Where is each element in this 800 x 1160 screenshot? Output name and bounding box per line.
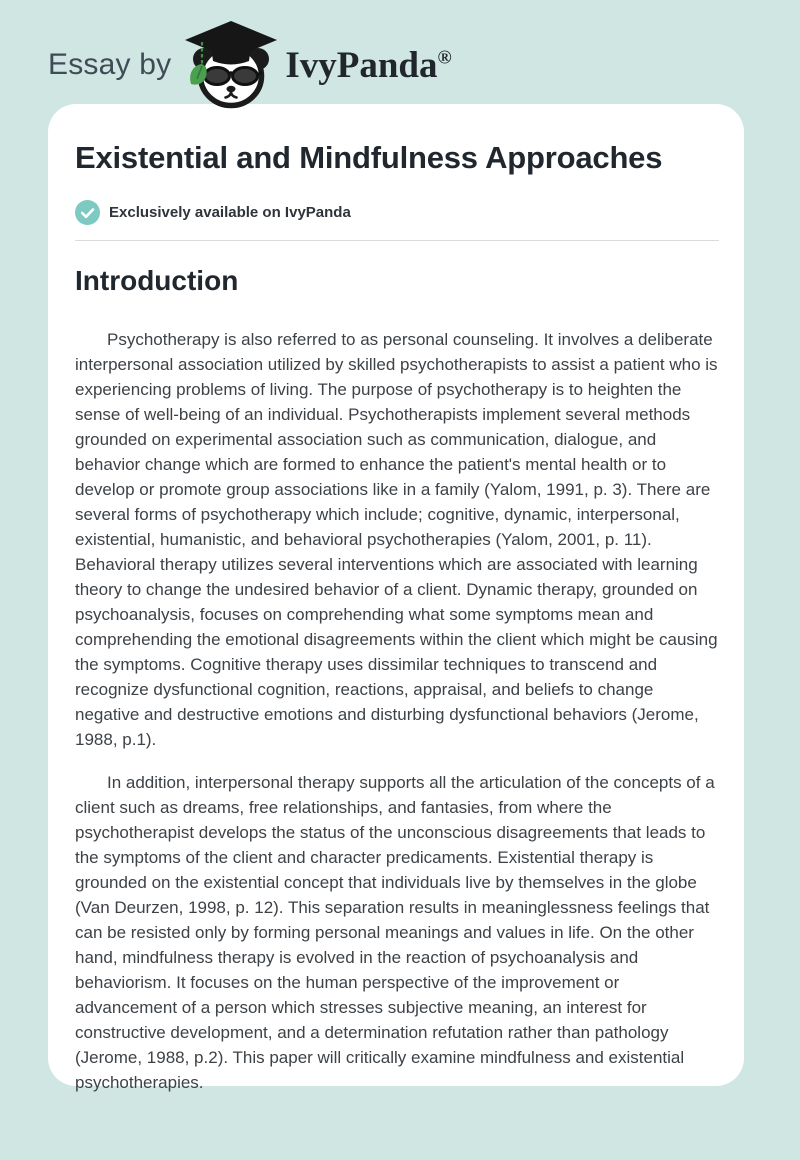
site-header (0, 0, 800, 104)
essay-card (48, 104, 744, 1092)
registered-trademark: ® (437, 47, 452, 69)
essay-by-label: Essay by (48, 48, 172, 81)
brand-name: IvyPanda (285, 44, 438, 86)
divider (75, 240, 719, 241)
check-icon (75, 200, 100, 225)
page-title: Existential and Mindfulness Approaches (75, 140, 663, 175)
essay-paragraph: Psychotherapy is also referred to as personal counseling. It involves a deliberate interpersonal association utilized by skilled psychotherapists to assist a patient who is experiencing problems of living. The purpose of psychotherapy is to heighten the sense of well-being of an individual. Psychotherapists implement several methods grounded on experimental association such as communication, dialogue, and behavior change which are formed to enhance the patient's mental health or to develop or promote group associations like in a family (Yalom, 1991, p. 3). There are several forms of psychotherapy which include; cognitive, dynamic, interpersonal, existential, humanistic, and behavioral psychotherapies (Yalom, 2001, p. 11). Behavioral therapy utilizes several interventions which are associated with learning theory to change the undesired behavior of a client. Dynamic therapy, grounded on psychoanalysis, focuses on comprehending what some symptoms mean and comprehending the emotional disagreements within the client which might be causing the symptoms. Cognitive therapy uses dissimilar techniques to transcend and recognize dysfunctional cognition, reactions, appraisal, and beliefs to change negative and destructive emotions and disturbing dysfunctional behaviors (Jerome, 1988, p.1). (75, 329, 718, 749)
section-heading-introduction: Introduction (75, 264, 239, 296)
panda-graduate-icon (183, 21, 279, 109)
essay-paragraph: In addition, interpersonal therapy supports all the articulation of the concepts of a client such as dreams, free relationships, and fantasies, from where the psychotherapist develops the status of the unconscious disagreements that leads to the symptoms of the client and character predicaments. Existential therapy is grounded on the existential concept that individuals live by themselves in the globe (Van Deurzen, 1998, p. 12). This separation results in meaninglessness feelings that can be resisted only by forming personal meanings and values in life. On the other hand, mindfulness therapy is evolved in the reaction of psychoanalysis and behaviorism. It focuses on the human perspective of the improvement or advancement of a person which stresses subjective meaning, an interest for constructive development, and a determination refutation rather than pathology (Jerome, 1988, p.2). This paper will critically examine mindfulness and existential psychotherapies. (75, 772, 715, 1092)
brand-logo-text (285, 44, 451, 87)
badge-label: Exclusively available on IvyPanda (109, 203, 351, 221)
exclusive-badge (75, 200, 719, 225)
essay-body (75, 327, 719, 1095)
